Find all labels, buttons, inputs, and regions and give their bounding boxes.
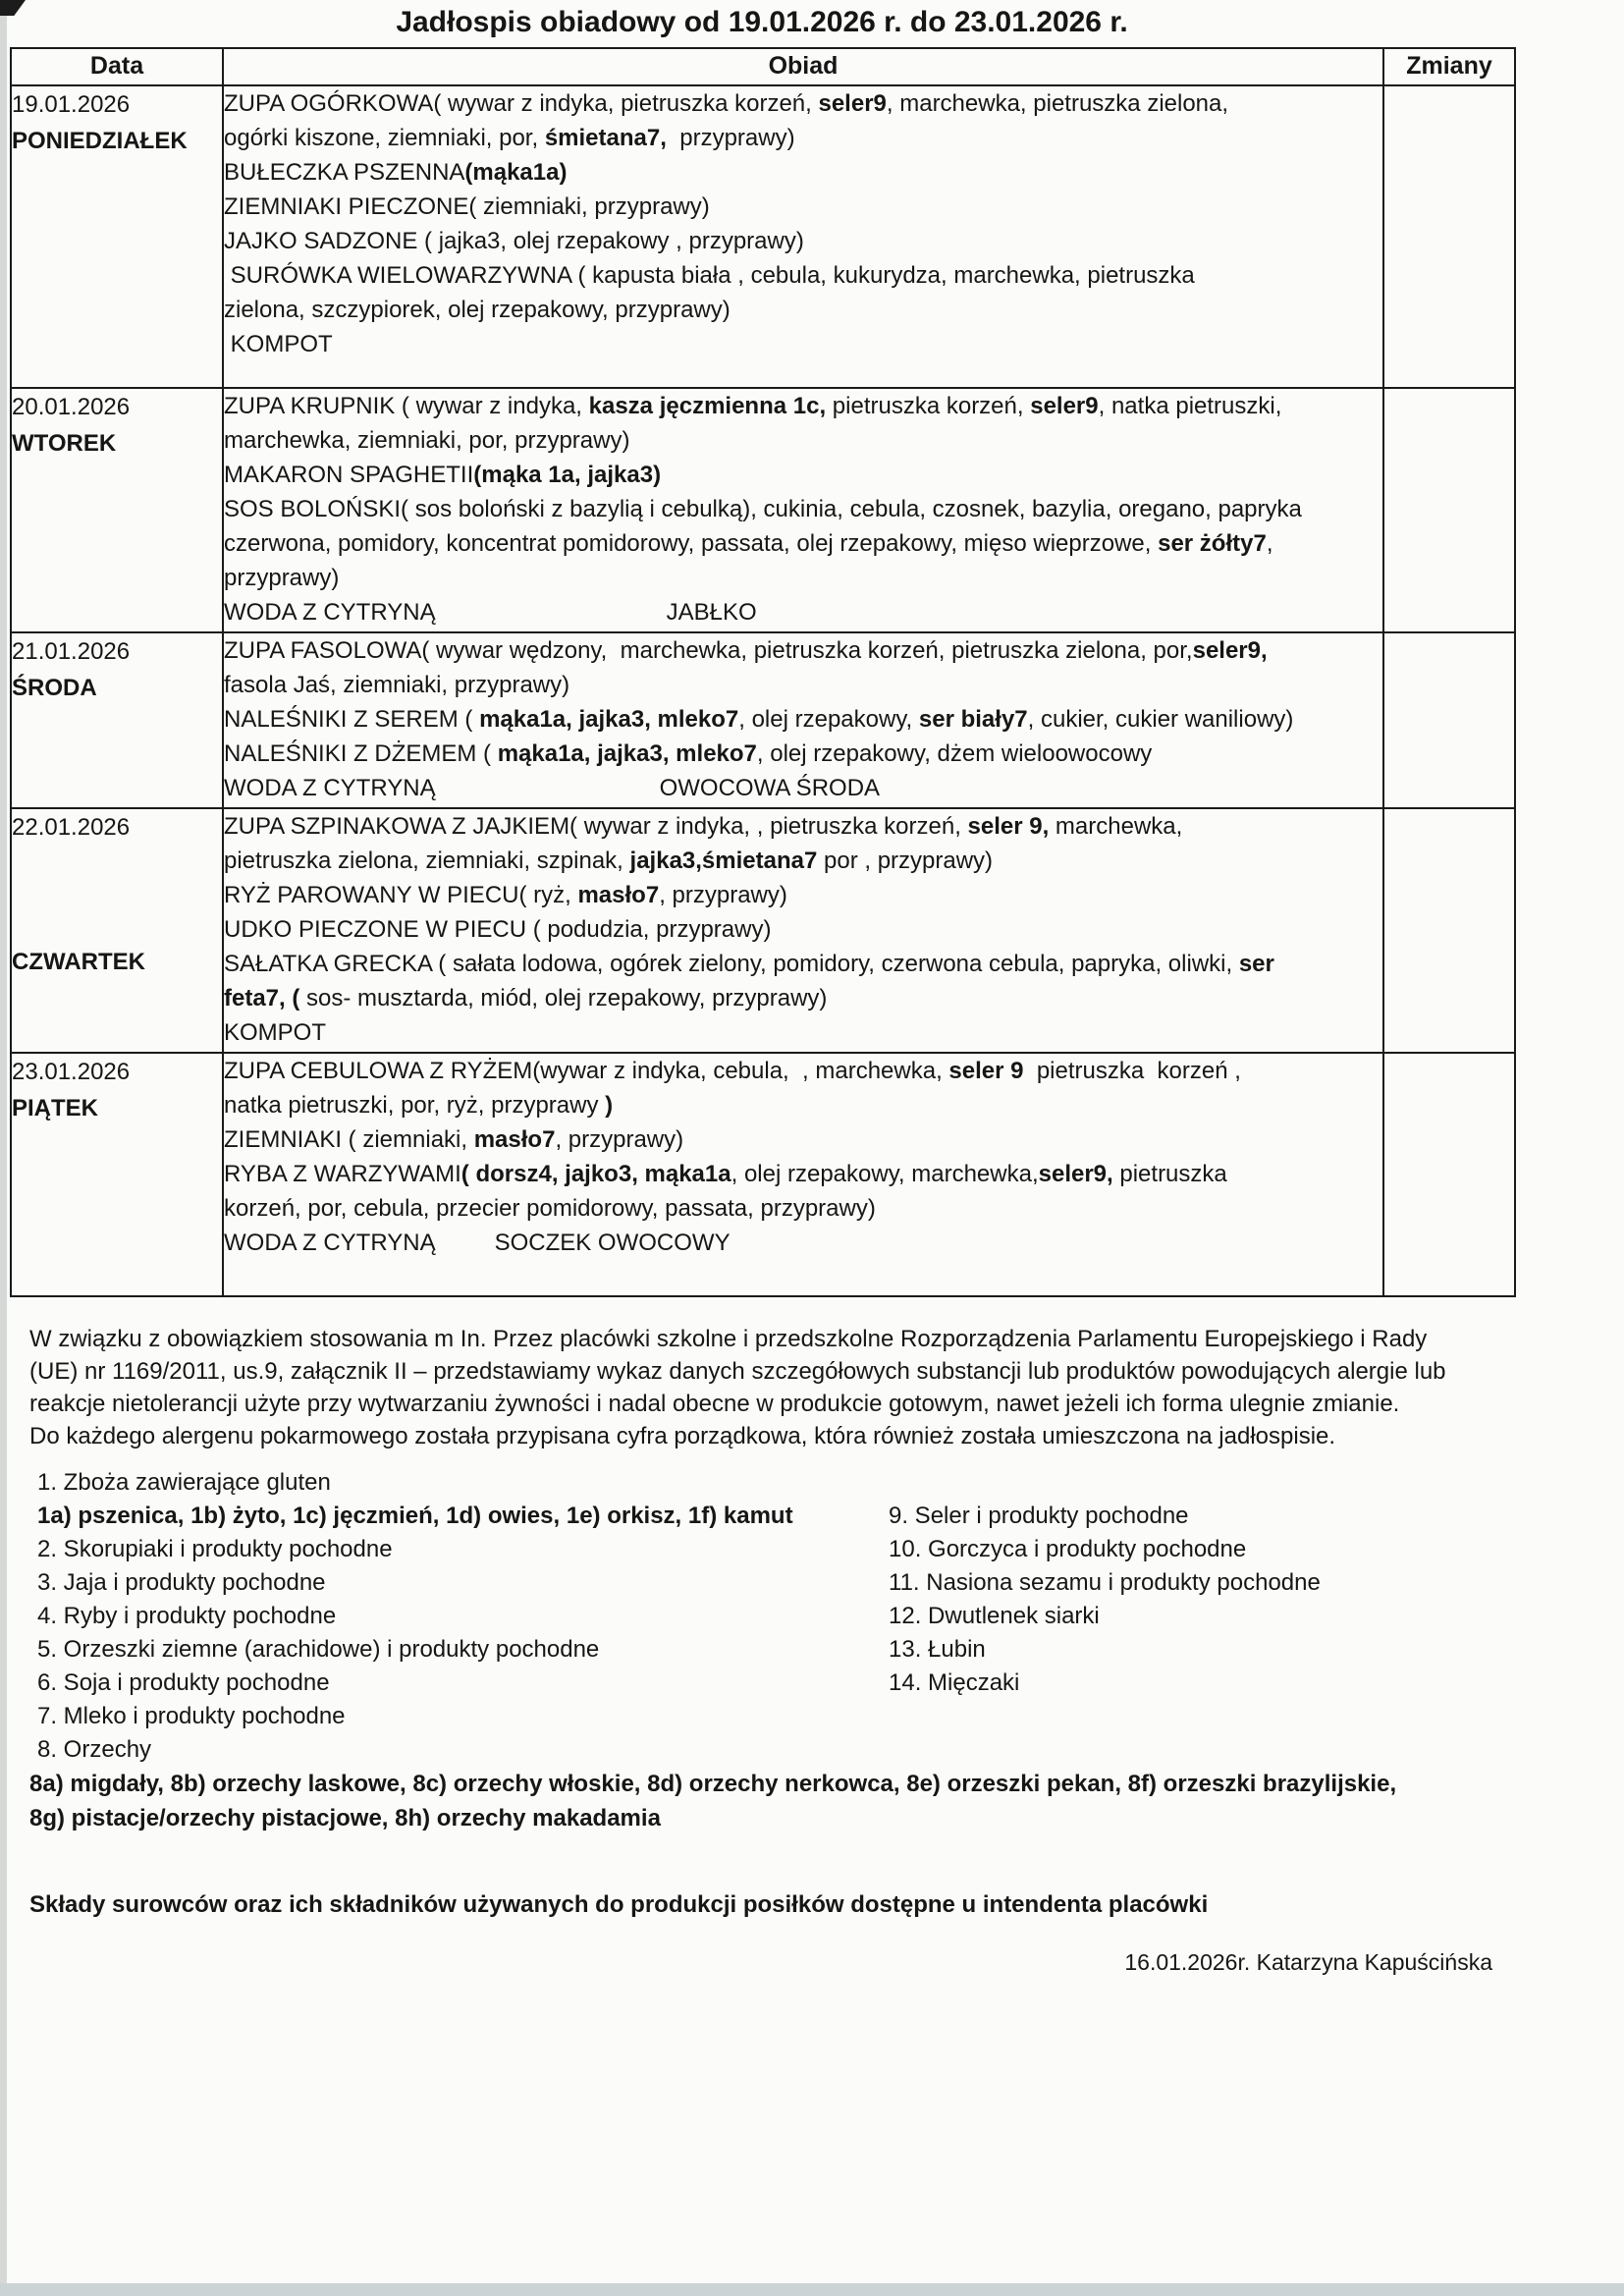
allergen-code-text: (mąka1a) bbox=[464, 159, 568, 186]
allergen-code-text: mąka1a, jajka3, mleko7 bbox=[479, 706, 739, 733]
menu-cell bbox=[223, 85, 1383, 388]
menu-line bbox=[224, 912, 1382, 947]
menu-text: , przyprawy) bbox=[555, 1126, 684, 1153]
allergen-code-text: seler 9, bbox=[967, 813, 1050, 840]
menu-cell bbox=[223, 808, 1383, 1053]
menu-text: ZUPA FASOLOWA( wywar wędzony, marchewka, pietruszka korzeń, pietruszka zielona, por, bbox=[224, 637, 1193, 664]
menu-line bbox=[224, 1157, 1382, 1191]
menu-line bbox=[224, 561, 1382, 595]
menu-line bbox=[224, 668, 1382, 702]
date-cell bbox=[11, 388, 223, 632]
nuts-line: 8a) migdały, 8b) orzechy laskowe, 8c) orzechy włoskie, 8d) orzechy nerkowca, 8e) orzeszki pekan, 8f) orzeszki brazylijskie, bbox=[29, 1771, 1397, 1797]
allergen-code-text: masło7 bbox=[577, 882, 660, 908]
menu-text: , olej rzepakowy, marchewka, bbox=[731, 1161, 1039, 1187]
date-cell bbox=[11, 632, 223, 808]
menu-line bbox=[224, 771, 1382, 805]
menu-line bbox=[224, 86, 1382, 121]
day-name: PIĄTEK bbox=[12, 1095, 99, 1121]
menu-text: MAKARON SPAGHETII bbox=[224, 462, 474, 488]
menu-text: NALEŚNIKI Z SEREM ( bbox=[224, 706, 480, 733]
menu-text: NALEŚNIKI Z DŻEMEM ( bbox=[224, 740, 498, 767]
menu-line bbox=[224, 258, 1382, 293]
allergen-code-text: ( dorsz4, jajko3, mąka1a bbox=[460, 1161, 731, 1187]
menu-table bbox=[10, 47, 1516, 1297]
allergen-item: 2. Skorupiaki i produkty pochodne bbox=[37, 1536, 393, 1562]
menu-text: korzeń, por, cebula, przecier pomidorowy, passata, przyprawy) bbox=[224, 1195, 876, 1222]
menu-cell bbox=[223, 632, 1383, 808]
nuts-detail bbox=[29, 1767, 1514, 1835]
date-text: 23.01.2026 bbox=[12, 1059, 131, 1085]
date-cell bbox=[11, 1053, 223, 1296]
allergen-code-text: jajka3,śmietana7 bbox=[629, 847, 818, 874]
menu-text: JABŁKO bbox=[666, 599, 757, 626]
ingredients-availability-note: Składy surowców oraz ich składników używanych do produkcji posiłków dostępne u intendenta placówki bbox=[29, 1891, 1209, 1918]
menu-text: RYŻ PAROWANY W PIECU( ryż, bbox=[224, 882, 578, 908]
menu-text: pietruszka zielona, ziemniaki, szpinak, bbox=[224, 847, 630, 874]
allergen-item: 9. Seler i produkty pochodne bbox=[889, 1503, 1189, 1529]
menu-text: , marchewka, pietruszka zielona, bbox=[886, 90, 1229, 117]
menu-text: ZUPA OGÓRKOWA( wywar z indyka, pietruszka korzeń, bbox=[224, 90, 819, 117]
menu-line bbox=[224, 947, 1382, 981]
menu-text: WODA Z CYTRYNĄ bbox=[224, 1230, 436, 1256]
table-row bbox=[11, 808, 1515, 1053]
menu-text: fasola Jaś, ziemniaki, przyprawy) bbox=[224, 672, 570, 698]
allergen-list-right bbox=[889, 1466, 1321, 1767]
menu-text: , cukier, cukier waniliowy) bbox=[1027, 706, 1294, 733]
menu-line bbox=[224, 809, 1382, 844]
menu-line bbox=[224, 702, 1382, 737]
menu-text: pietruszka bbox=[1112, 1161, 1227, 1187]
menu-line bbox=[224, 327, 1382, 361]
allergen-code-text: ser bbox=[1238, 951, 1274, 977]
day-name: CZWARTEK bbox=[12, 949, 145, 975]
scan-left-edge bbox=[0, 0, 7, 2296]
allergen-item: 12. Dwutlenek siarki bbox=[889, 1603, 1100, 1629]
allergen-item: 8. Orzechy bbox=[37, 1736, 152, 1763]
menu-text: czerwona, pomidory, koncentrat pomidorowy, passata, olej rzepakowy, mięso wieprzowe, bbox=[224, 530, 1159, 557]
menu-line bbox=[224, 633, 1382, 668]
menu-cell bbox=[223, 1053, 1383, 1296]
menu-text: , olej rzepakowy, dżem wieloowocowy bbox=[756, 740, 1153, 767]
changes-cell bbox=[1383, 388, 1515, 632]
menu-text: RYBA Z WARZYWAMI bbox=[224, 1161, 461, 1187]
table-row bbox=[11, 632, 1515, 808]
menu-line bbox=[224, 389, 1382, 423]
menu-text: ZUPA CEBULOWA Z RYŻEM(wywar z indyka, cebula, , marchewka, bbox=[224, 1058, 949, 1084]
changes-cell bbox=[1383, 1053, 1515, 1296]
menu-text: pietruszka korzeń, bbox=[826, 393, 1031, 419]
allergen-list bbox=[37, 1466, 1514, 1767]
menu-line bbox=[224, 155, 1382, 190]
allergen-item: 6. Soja i produkty pochodne bbox=[37, 1669, 330, 1696]
table-row bbox=[11, 85, 1515, 388]
menu-line bbox=[224, 526, 1382, 561]
day-name: WTOREK bbox=[12, 430, 117, 457]
table-header-row bbox=[11, 48, 1515, 85]
menu-text: SOCZEK OWOCOWY bbox=[494, 1230, 731, 1256]
allergen-code-text: kasza jęczmienna 1c, bbox=[588, 393, 827, 419]
menu-text: ZIEMNIAKI ( ziemniaki, bbox=[224, 1126, 474, 1153]
menu-text: pietruszka korzeń , bbox=[1023, 1058, 1241, 1084]
menu-text: UDKO PIECZONE W PIECU ( podudzia, przyprawy) bbox=[224, 916, 772, 943]
allergen-item: 4. Ryby i produkty pochodne bbox=[37, 1603, 337, 1629]
changes-cell bbox=[1383, 85, 1515, 388]
allergen-code-text: mąka1a, jajka3, mleko7 bbox=[497, 740, 757, 767]
menu-text: ogórki kiszone, ziemniaki, por, bbox=[224, 125, 545, 151]
menu-text: KOMPOT bbox=[224, 331, 333, 357]
table-row bbox=[11, 388, 1515, 632]
menu-text: przyprawy) bbox=[666, 125, 795, 151]
allergen-item: 1. Zboża zawierające gluten bbox=[37, 1469, 331, 1496]
menu-text: WODA Z CYTRYNĄ bbox=[224, 599, 436, 626]
date-text: 20.01.2026 bbox=[12, 394, 131, 420]
date-text: 22.01.2026 bbox=[12, 814, 131, 841]
menu-text: ZIEMNIAKI PIECZONE( ziemniaki, przyprawy) bbox=[224, 193, 710, 220]
menu-text: JAJKO SADZONE ( jajka3, olej rzepakowy , przyprawy) bbox=[224, 228, 804, 254]
day-name: PONIEDZIAŁEK bbox=[12, 128, 188, 154]
menu-text: OWOCOWA ŚRODA bbox=[659, 775, 881, 801]
allergen-notice bbox=[29, 1323, 1514, 1452]
menu-text: KOMPOT bbox=[224, 1019, 327, 1046]
allergen-item: 11. Nasiona sezamu i produkty pochodne bbox=[889, 1569, 1321, 1596]
menu-line bbox=[224, 1015, 1382, 1050]
menu-line bbox=[224, 121, 1382, 155]
menu-text: sos- musztarda, miód, olej rzepakowy, przyprawy) bbox=[299, 985, 828, 1011]
menu-line bbox=[224, 492, 1382, 526]
signature: 16.01.2026r. Katarzyna Kapuścińska bbox=[1124, 1949, 1492, 1975]
menu-text: marchewka, bbox=[1049, 813, 1183, 840]
header-changes: Zmiany bbox=[1383, 48, 1515, 85]
allergen-item: 1a) pszenica, 1b) żyto, 1c) jęczmień, 1d) owies, 1e) orkisz, 1f) kamut bbox=[37, 1503, 793, 1529]
menu-line bbox=[224, 190, 1382, 224]
menu-line bbox=[224, 1226, 1382, 1260]
menu-text: , przyprawy) bbox=[659, 882, 787, 908]
menu-text: ZUPA KRUPNIK ( wywar z indyka, bbox=[224, 393, 589, 419]
allergen-code-text: seler9 bbox=[818, 90, 887, 117]
table-row bbox=[11, 1053, 1515, 1296]
allergen-code-text: seler9 bbox=[1030, 393, 1099, 419]
notice-line: reakcje nietolerancji użyte przy wytwarzaniu żywności i nadal obecne w produkcie gotowym, nawet jeżeli ich forma ulegnie zmianie. bbox=[29, 1391, 1400, 1417]
menu-text: ZUPA SZPINAKOWA Z JAJKIEM( wywar z indyka, , pietruszka korzeń, bbox=[224, 813, 968, 840]
notice-line: (UE) nr 1169/2011, us.9, załącznik II – przedstawiamy wykaz danych szczegółowych substancji lub produktów powodujących alergie lub bbox=[29, 1358, 1446, 1385]
day-name: ŚRODA bbox=[12, 675, 97, 701]
menu-text: marchewka, ziemniaki, por, przyprawy) bbox=[224, 427, 630, 454]
allergen-code-text: ser biały7 bbox=[918, 706, 1028, 733]
notice-line: Do każdego alergenu pokarmowego została przypisana cyfra porządkowa, która również została umieszczona na jadłospisie. bbox=[29, 1423, 1336, 1449]
page-title: Jadłospis obiadowy od 19.01.2026 r. do 23.01.2026 r. bbox=[396, 6, 1128, 38]
allergen-code-text: masło7 bbox=[473, 1126, 556, 1153]
menu-text: , bbox=[1266, 530, 1273, 557]
notice-line: W związku z obowiązkiem stosowania m In. Przez placówki szkolne i przedszkolne Rozporządzenia Parlamentu Europejskiego i Rady bbox=[29, 1326, 1428, 1352]
menu-line bbox=[224, 293, 1382, 327]
date-text: 19.01.2026 bbox=[12, 91, 131, 118]
date-text: 21.01.2026 bbox=[12, 638, 131, 665]
allergen-code-text: feta7, ( bbox=[224, 985, 300, 1011]
menu-line bbox=[224, 1122, 1382, 1157]
menu-line bbox=[224, 595, 1382, 629]
menu-text: SAŁATKA GRECKA ( sałata lodowa, ogórek zielony, pomidory, czerwona cebula, papryka, oliwki, bbox=[224, 951, 1239, 977]
nuts-line: 8g) pistacje/orzechy pistacjowe, 8h) orzechy makadamia bbox=[29, 1805, 661, 1831]
menu-text: zielona, szczypiorek, olej rzepakowy, przyprawy) bbox=[224, 297, 731, 323]
changes-cell bbox=[1383, 632, 1515, 808]
header-dinner: Obiad bbox=[223, 48, 1383, 85]
allergen-code-text: seler9, bbox=[1038, 1161, 1113, 1187]
menu-line bbox=[224, 1054, 1382, 1088]
menu-cell bbox=[223, 388, 1383, 632]
changes-cell bbox=[1383, 808, 1515, 1053]
allergen-code-text: ser żółty7 bbox=[1158, 530, 1267, 557]
menu-line bbox=[224, 423, 1382, 458]
allergen-item: 3. Jaja i produkty pochodne bbox=[37, 1569, 326, 1596]
header-date: Data bbox=[11, 48, 223, 85]
allergen-code-text: seler9, bbox=[1192, 637, 1268, 664]
menu-text: , natka pietruszki, bbox=[1098, 393, 1282, 419]
menu-text: , olej rzepakowy, bbox=[738, 706, 919, 733]
document-content bbox=[10, 4, 1514, 1976]
allergen-item: 14. Mięczaki bbox=[889, 1669, 1020, 1696]
menu-line bbox=[224, 878, 1382, 912]
menu-text: natka pietruszki, por, ryż, przyprawy bbox=[224, 1092, 606, 1119]
allergen-code-text: śmietana7, bbox=[544, 125, 667, 151]
menu-line bbox=[224, 981, 1382, 1015]
allergen-item: 10. Gorczyca i produkty pochodne bbox=[889, 1536, 1247, 1562]
allergen-code-text: seler 9 bbox=[948, 1058, 1024, 1084]
menu-text: SOS BOLOŃSKI( sos boloński z bazylią i cebulką), cukinia, cebula, czosnek, bazylia, oregano, papryka bbox=[224, 496, 1302, 522]
menu-text: por , przyprawy) bbox=[817, 847, 994, 874]
menu-line bbox=[224, 224, 1382, 258]
allergen-list-left bbox=[37, 1466, 889, 1767]
menu-text: BUŁECZKA PSZENNA bbox=[224, 159, 465, 186]
date-cell bbox=[11, 808, 223, 1053]
menu-line bbox=[224, 1088, 1382, 1122]
menu-text: WODA Z CYTRYNĄ bbox=[224, 775, 436, 801]
allergen-code-text: (mąka 1a, jajka3) bbox=[473, 462, 662, 488]
menu-text: przyprawy) bbox=[224, 565, 340, 591]
menu-line bbox=[224, 844, 1382, 878]
allergen-code-text: ) bbox=[605, 1092, 614, 1119]
menu-text: SURÓWKA WIELOWARZYWNA ( kapusta biała , cebula, kukurydza, marchewka, pietruszka bbox=[224, 262, 1195, 289]
menu-line bbox=[224, 1191, 1382, 1226]
menu-line bbox=[224, 458, 1382, 492]
menu-line bbox=[224, 737, 1382, 771]
allergen-item: 7. Mleko i produkty pochodne bbox=[37, 1703, 346, 1729]
allergen-item: 13. Łubin bbox=[889, 1636, 986, 1663]
allergen-item: 5. Orzeszki ziemne (arachidowe) i produkty pochodne bbox=[37, 1636, 600, 1663]
date-cell bbox=[11, 85, 223, 388]
scan-bottom-edge bbox=[0, 2283, 1624, 2296]
